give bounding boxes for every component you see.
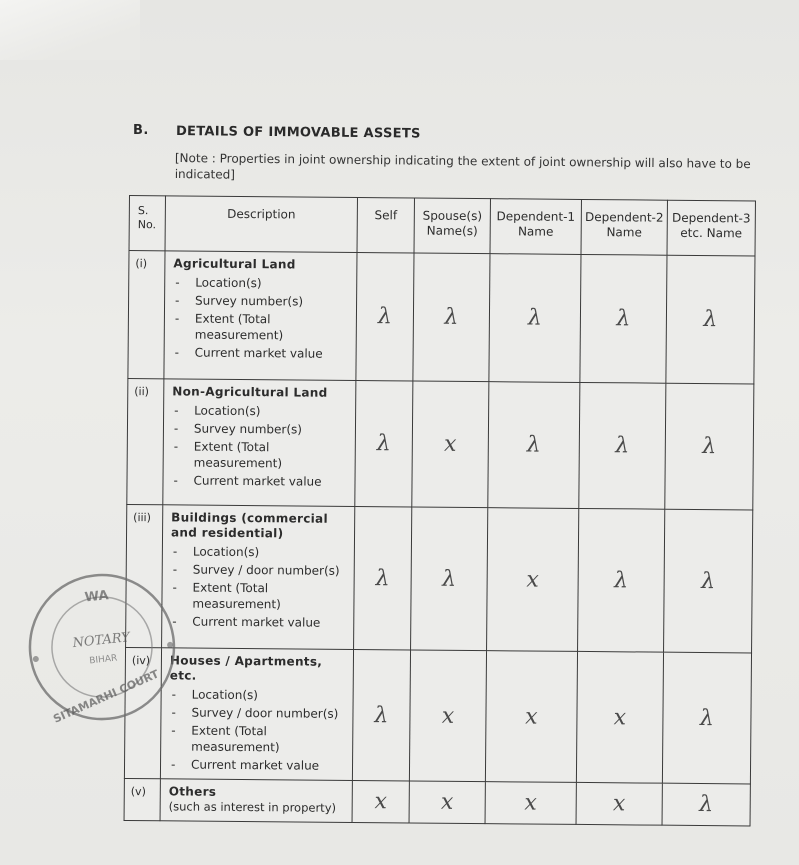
table-row: [126, 504, 753, 652]
row-description: [160, 648, 353, 781]
handwritten-mark: λ: [614, 567, 629, 593]
list-item: - Extent (Total measurement): [169, 722, 348, 756]
stamp-center-text: NOTARY: [71, 630, 131, 652]
stamp-center-sub: BIHAR: [88, 653, 118, 667]
row-item-list: [169, 686, 349, 774]
handwritten-mark: λ: [703, 307, 718, 333]
row-sno: (ii): [127, 378, 164, 504]
cell-dependent-1: [488, 382, 580, 509]
handwritten-mark: λ: [374, 702, 389, 728]
table-row: [124, 647, 751, 783]
handwritten-mark: λ: [527, 305, 543, 331]
cell-dependent-3: [665, 383, 754, 510]
handwritten-mark: x: [440, 789, 454, 815]
section-letter: B.: [133, 123, 149, 138]
cell-dependent-3: [662, 783, 750, 826]
list-item: - Location(s): [170, 686, 349, 704]
row-item-list: [171, 402, 351, 490]
table-row: [127, 378, 754, 509]
cell-spouse: [413, 253, 490, 382]
cell-spouse: [412, 381, 489, 508]
list-item: - Current market value: [173, 344, 352, 362]
handwritten-mark: λ: [444, 304, 459, 330]
row-description: [162, 505, 355, 650]
stamp-star-right: [167, 642, 174, 649]
table-header-row: [129, 196, 755, 256]
row-sno: (iv): [124, 647, 161, 778]
cell-self: [354, 506, 412, 649]
immovable-assets-table: [124, 195, 756, 826]
row-description: [164, 251, 357, 381]
cell-spouse: [411, 507, 488, 651]
cell-self: [356, 252, 414, 380]
list-item: - Current market value: [169, 756, 348, 774]
row-title: Non-Agricultural Land: [172, 384, 328, 400]
row-title: Buildings (commercial and residential): [170, 510, 328, 541]
handwritten-mark: λ: [699, 705, 715, 731]
list-item: - Survey number(s): [172, 420, 351, 438]
cell-dependent-1: [487, 508, 579, 652]
cell-self: [355, 380, 413, 506]
list-item: - Extent (Total measurement): [173, 310, 352, 344]
cell-self: [352, 649, 410, 780]
list-item: - Current market value: [171, 472, 350, 490]
cell-dependent-2: [579, 382, 666, 509]
cell-dependent-3: [662, 652, 751, 784]
cell-spouse: [409, 650, 486, 782]
header-dependent-1: Dependent-1 Name: [490, 199, 581, 255]
row-description: [163, 379, 356, 507]
table-row: [124, 778, 750, 825]
handwritten-mark: λ: [442, 566, 457, 592]
row-subtitle: (such as interest in property): [168, 799, 337, 815]
handwritten-mark: x: [444, 431, 457, 457]
handwritten-mark: x: [526, 566, 539, 593]
header-sno: S. No.: [129, 196, 165, 251]
cell-dependent-1: [485, 782, 576, 825]
list-item: - Location(s): [173, 274, 352, 292]
cell-dependent-1: [485, 651, 577, 783]
table-row: [128, 251, 755, 384]
list-item: - Survey / door number(s): [169, 704, 348, 722]
list-item: - Extent (Total measurement): [170, 579, 349, 613]
list-item: - Current market value: [170, 613, 349, 631]
handwritten-mark: x: [441, 703, 455, 729]
handwritten-mark: λ: [699, 791, 714, 818]
section-note: [Note : Properties in joint ownership indicating the extent of joint ownership will also have to be indicated]: [174, 150, 751, 182]
handwritten-mark: λ: [616, 306, 631, 332]
header-dependent-3: Dependent-3 etc. Name: [667, 200, 755, 256]
list-item: - Extent (Total measurement): [172, 438, 351, 472]
header-spouse: Spouse(s) Name(s): [414, 198, 490, 254]
list-item: - Survey number(s): [173, 292, 352, 310]
stamp-top-text: WA: [84, 588, 110, 606]
row-sno: (v): [124, 778, 160, 820]
handwritten-mark: x: [524, 790, 538, 816]
row-description: [160, 779, 352, 823]
row-title: Agricultural Land: [173, 256, 296, 272]
handwritten-mark: x: [612, 791, 626, 817]
header-dependent-2: Dependent-2 Name: [581, 199, 667, 255]
list-item: - Location(s): [171, 543, 350, 561]
cell-dependent-2: [578, 508, 665, 652]
list-item: - Location(s): [172, 402, 351, 420]
handwritten-mark: x: [374, 789, 388, 815]
cell-dependent-1: [489, 254, 581, 383]
handwritten-mark: λ: [375, 565, 390, 591]
header-description: Description: [165, 196, 357, 253]
cell-dependent-2: [576, 782, 662, 825]
cell-self: [352, 780, 409, 822]
handwritten-mark: λ: [376, 431, 391, 457]
handwritten-mark: x: [613, 704, 627, 730]
row-title: Houses / Apartments, etc.: [169, 653, 323, 683]
cell-dependent-3: [666, 255, 755, 384]
row-title: Others: [168, 784, 217, 799]
handwritten-mark: x: [525, 703, 538, 730]
list-item: - Survey / door number(s): [171, 561, 350, 579]
row-item-list: [173, 274, 353, 362]
cell-dependent-3: [664, 509, 753, 653]
row-sno: (iii): [126, 504, 163, 647]
stamp-bottom-text: SITAMARHI COURT: [51, 667, 161, 726]
section-title: DETAILS OF IMMOVABLE ASSETS: [175, 124, 421, 142]
row-item-list: [170, 543, 350, 631]
row-sno: (i): [128, 251, 165, 379]
cell-dependent-2: [576, 651, 663, 783]
notary-stamp: [17, 562, 187, 732]
handwritten-mark: λ: [377, 304, 393, 330]
stamp-star-left: [33, 656, 40, 663]
handwritten-mark: λ: [701, 568, 716, 594]
page-corner-highlight: [0, 0, 140, 60]
handwritten-mark: λ: [526, 432, 541, 458]
handwritten-mark: λ: [615, 433, 630, 459]
handwritten-mark: λ: [702, 434, 717, 460]
cell-dependent-2: [580, 254, 667, 383]
cell-spouse: [409, 781, 485, 824]
header-self: Self: [357, 197, 414, 252]
